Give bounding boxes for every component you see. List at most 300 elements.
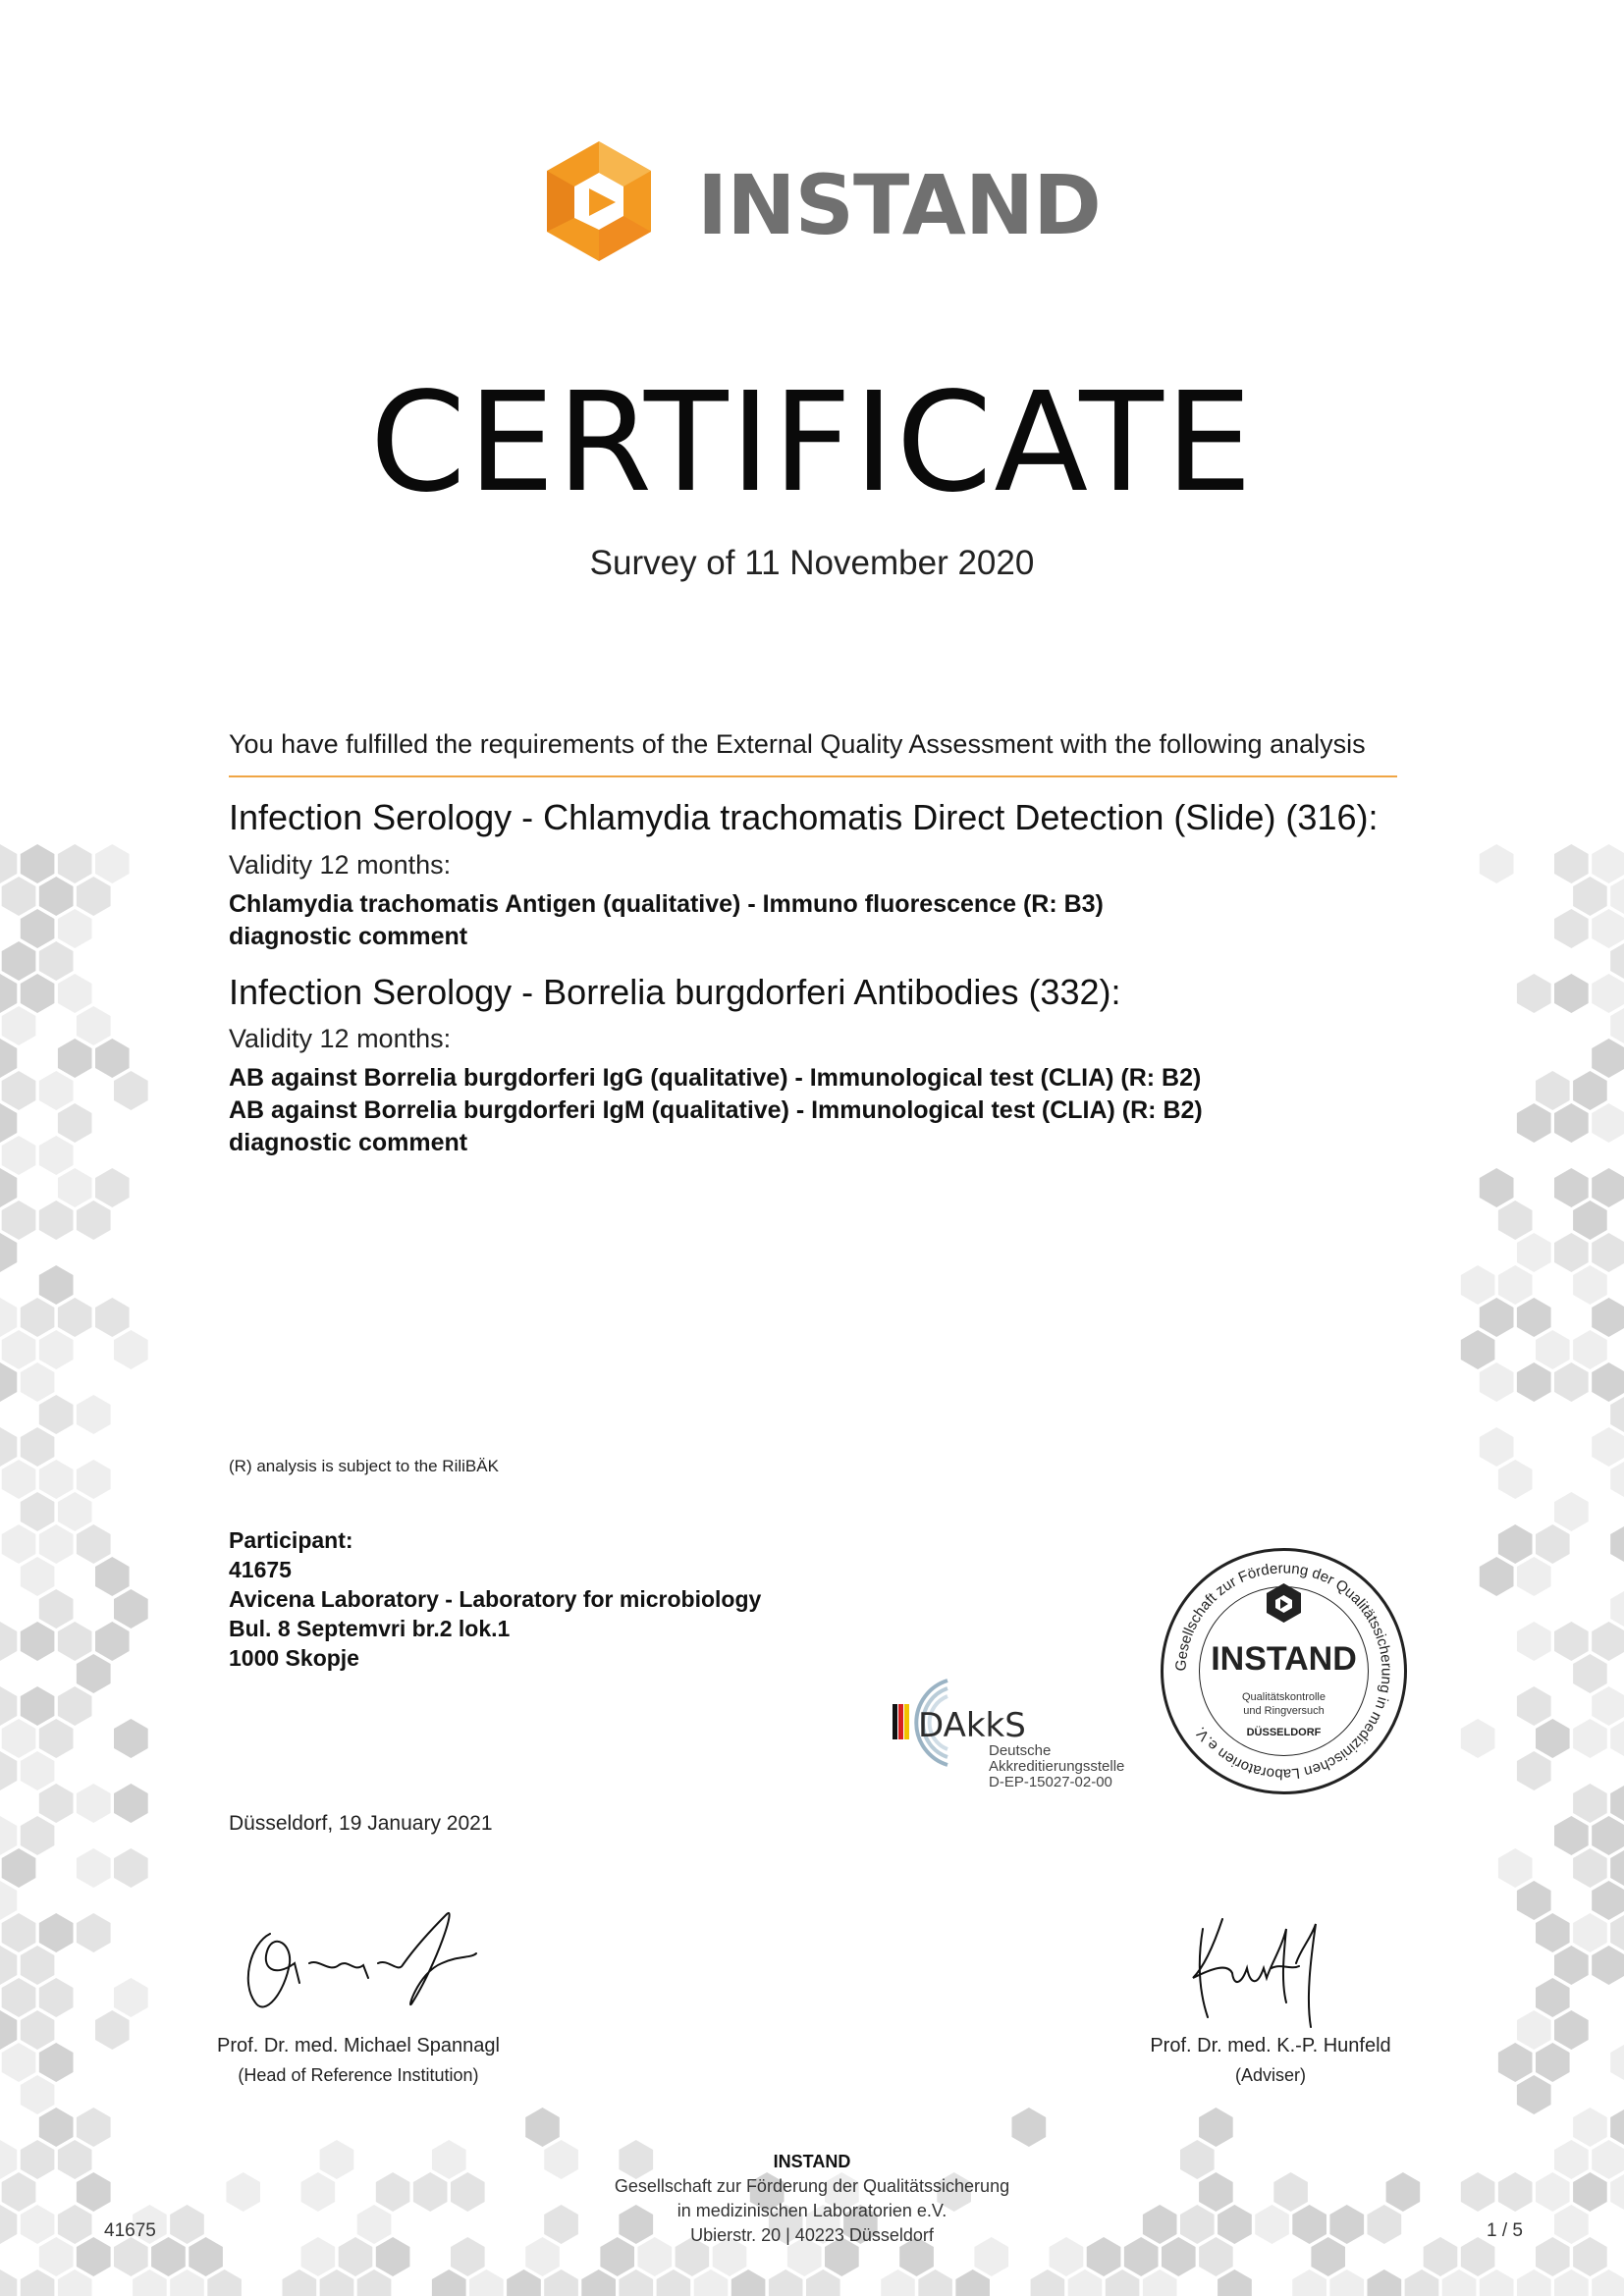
background-hexagon bbox=[1517, 1362, 1551, 1402]
background-hexagon bbox=[1610, 1395, 1624, 1434]
validity-label: Validity 12 months: bbox=[229, 850, 452, 880]
background-hexagon bbox=[77, 877, 111, 916]
background-hexagon bbox=[1610, 1784, 1624, 1823]
background-hexagon bbox=[58, 1622, 92, 1661]
participant-name: Avicena Laboratory - Laboratory for microbiology bbox=[229, 1586, 762, 1612]
background-hexagon bbox=[1554, 2269, 1589, 2296]
seal-city: DÜSSELDORF bbox=[1246, 1727, 1322, 1738]
background-hexagon bbox=[114, 1848, 148, 1888]
dakks-accreditation-logo bbox=[889, 1669, 1144, 1796]
dakks-line1: Deutsche bbox=[989, 1742, 1052, 1759]
background-hexagon bbox=[39, 941, 74, 981]
background-hexagon bbox=[1592, 2269, 1624, 2296]
background-hexagon bbox=[1536, 1524, 1570, 1564]
background-hexagon bbox=[0, 2205, 17, 2244]
participant-city: 1000 Skopje bbox=[229, 1645, 359, 1671]
background-hexagon bbox=[1480, 1168, 1514, 1207]
background-hexagon bbox=[1255, 2205, 1289, 2244]
background-hexagon bbox=[1573, 1265, 1607, 1305]
background-hexagon bbox=[1536, 1978, 1570, 2017]
background-hexagon bbox=[731, 2269, 766, 2296]
analysis-item: AB against Borrelia burgdorferi IgG (qualitative) - Immunological test (CLIA) (R: B2) bbox=[229, 1064, 1202, 1092]
background-hexagon bbox=[1554, 909, 1589, 948]
background-hexagon bbox=[1573, 1719, 1607, 1758]
background-hexagon bbox=[39, 1913, 74, 1952]
dakks-name: DAkkS bbox=[918, 1706, 1026, 1745]
background-hexagon bbox=[39, 1589, 74, 1629]
signatory-role: (Adviser) bbox=[1234, 2065, 1306, 2085]
background-hexagon bbox=[2, 2172, 36, 2212]
background-hexagon bbox=[1573, 1913, 1607, 1952]
background-hexagon bbox=[1592, 1298, 1624, 1337]
background-hexagon bbox=[2, 1071, 36, 1110]
background-hexagon bbox=[1554, 1816, 1589, 1855]
background-hexagon bbox=[77, 1524, 111, 1564]
signature-spannagl bbox=[231, 1904, 486, 2042]
background-hexagon bbox=[1592, 1168, 1624, 1207]
background-hexagon bbox=[1517, 2075, 1551, 2114]
background-hexagon bbox=[0, 1686, 17, 1726]
background-hexagon bbox=[0, 1881, 17, 1920]
background-hexagon bbox=[21, 2269, 55, 2296]
background-hexagon bbox=[114, 1719, 148, 1758]
background-hexagon bbox=[1536, 2172, 1570, 2212]
background-hexagon bbox=[451, 2237, 485, 2276]
background-hexagon bbox=[1573, 2172, 1607, 2212]
seal-sub1: Qualitätskontrolle bbox=[1242, 1691, 1326, 1703]
footer-line: Ubierstr. 20 | 40223 Düsseldorf bbox=[690, 2225, 934, 2245]
section-title: Infection Serology - Chlamydia trachomatis Direct Detection (Slide) (316): bbox=[229, 797, 1379, 837]
background-hexagon bbox=[0, 974, 17, 1013]
signatory-name: Prof. Dr. med. Michael Spannagl bbox=[217, 2035, 500, 2056]
background-hexagon bbox=[77, 2237, 111, 2276]
background-hexagon bbox=[0, 2140, 17, 2179]
background-hexagon bbox=[21, 1362, 55, 1402]
background-hexagon bbox=[39, 2237, 74, 2276]
background-hexagon bbox=[1517, 974, 1551, 1013]
background-hexagon bbox=[1461, 1719, 1495, 1758]
background-hexagon bbox=[1554, 1362, 1589, 1402]
background-hexagon bbox=[21, 1946, 55, 1985]
background-hexagon bbox=[114, 1978, 148, 2017]
background-hexagon bbox=[451, 2172, 485, 2212]
background-hexagon bbox=[114, 2237, 148, 2276]
background-hexagon bbox=[301, 2237, 336, 2276]
background-hexagon bbox=[357, 2205, 392, 2244]
instand-cube-logo-icon bbox=[535, 137, 663, 265]
background-hexagon bbox=[21, 2205, 55, 2244]
signatory-name: Prof. Dr. med. K.-P. Hunfeld bbox=[1150, 2035, 1391, 2056]
background-hexagon bbox=[0, 1103, 17, 1143]
background-hexagon bbox=[2, 1201, 36, 1240]
background-hexagon bbox=[58, 1168, 92, 1207]
background-hexagon bbox=[1610, 2172, 1624, 2212]
background-hexagon bbox=[114, 1330, 148, 1369]
background-hexagon bbox=[58, 1492, 92, 1531]
background-hexagon bbox=[2, 1460, 36, 1499]
background-hexagon bbox=[1554, 1233, 1589, 1272]
background-hexagon bbox=[1068, 2269, 1103, 2296]
background-hexagon bbox=[1610, 1460, 1624, 1499]
background-hexagon bbox=[1012, 2108, 1047, 2147]
background-hexagon bbox=[806, 2269, 840, 2296]
background-hexagon bbox=[1592, 2140, 1624, 2179]
background-hexagon bbox=[1162, 2237, 1196, 2276]
section-title: Infection Serology - Borrelia burgdorferi Antibodies (332): bbox=[229, 972, 1121, 1012]
background-hexagon bbox=[1573, 1848, 1607, 1888]
background-hexagon bbox=[21, 1686, 55, 1726]
background-hexagon bbox=[1368, 2205, 1402, 2244]
background-hexagon bbox=[21, 2010, 55, 2050]
background-hexagon bbox=[1292, 2269, 1326, 2296]
background-hexagon bbox=[1273, 2172, 1308, 2212]
background-hexagon bbox=[95, 1557, 130, 1596]
background-hexagon bbox=[1480, 1362, 1514, 1402]
background-hexagon bbox=[1592, 1881, 1624, 1920]
background-hexagon bbox=[39, 1524, 74, 1564]
background-hexagon bbox=[432, 2269, 466, 2296]
background-hexagon bbox=[1610, 1006, 1624, 1045]
background-hexagon bbox=[1554, 2140, 1589, 2179]
instand-seal bbox=[1159, 1546, 1409, 1796]
background-hexagon bbox=[1329, 2205, 1364, 2244]
background-hexagon bbox=[1218, 2205, 1252, 2244]
background-hexagon bbox=[1498, 1265, 1533, 1305]
background-hexagon bbox=[1573, 1330, 1607, 1369]
background-hexagon bbox=[0, 1168, 17, 1207]
background-hexagon bbox=[1610, 1524, 1624, 1564]
page-number: 1 / 5 bbox=[1487, 2220, 1523, 2241]
background-hexagon bbox=[21, 1427, 55, 1467]
background-hexagon bbox=[881, 2269, 915, 2296]
footer-address bbox=[517, 2150, 1107, 2248]
background-hexagon bbox=[95, 1298, 130, 1337]
background-hexagon bbox=[77, 1654, 111, 1693]
background-hexagon bbox=[320, 2140, 354, 2179]
background-hexagon bbox=[2, 1524, 36, 1564]
brand-wordmark: INSTAND bbox=[697, 157, 1101, 253]
background-hexagon bbox=[1461, 1330, 1495, 1369]
background-hexagon bbox=[1199, 2172, 1233, 2212]
background-hexagon bbox=[207, 2269, 242, 2296]
background-hexagon bbox=[955, 2269, 990, 2296]
background-hexagon bbox=[1573, 1784, 1607, 1823]
background-hexagon bbox=[1386, 2172, 1421, 2212]
analysis-item: Chlamydia trachomatis Antigen (qualitative) - Immuno fluorescence (R: B3) bbox=[229, 890, 1104, 918]
background-hexagon bbox=[694, 2269, 729, 2296]
dakks-line2: Akkreditierungsstelle bbox=[989, 1758, 1125, 1775]
background-hexagon bbox=[39, 1460, 74, 1499]
background-hexagon bbox=[1573, 2237, 1607, 2276]
background-hexagon bbox=[0, 1362, 17, 1402]
background-hexagon bbox=[0, 1751, 17, 1790]
background-hexagon bbox=[1329, 2269, 1364, 2296]
background-hexagon bbox=[189, 2237, 223, 2276]
background-hexagon bbox=[657, 2269, 691, 2296]
background-hexagon bbox=[1498, 1848, 1533, 1888]
background-hexagon bbox=[39, 1395, 74, 1434]
background-hexagon bbox=[1517, 1233, 1551, 1272]
background-hexagon bbox=[2, 2043, 36, 2082]
participant-street: Bul. 8 Septemvri br.2 lok.1 bbox=[229, 1616, 511, 1641]
background-hexagon bbox=[1199, 2108, 1233, 2147]
background-hexagon bbox=[1610, 1719, 1624, 1758]
background-hexagon bbox=[58, 1298, 92, 1337]
background-hexagon bbox=[1480, 844, 1514, 883]
background-hexagon bbox=[21, 1751, 55, 1790]
background-hexagon bbox=[1592, 1103, 1624, 1143]
background-hexagon bbox=[1573, 1201, 1607, 1240]
background-hexagon bbox=[0, 1946, 17, 1985]
background-hexagon bbox=[1592, 974, 1624, 1013]
background-hexagon bbox=[357, 2269, 392, 2296]
background-hexagon bbox=[21, 1298, 55, 1337]
background-hexagon bbox=[1554, 2010, 1589, 2050]
rilibak-note: (R) analysis is subject to the RiliBÄK bbox=[229, 1457, 499, 1475]
background-hexagon bbox=[1592, 1946, 1624, 1985]
background-hexagon bbox=[1573, 877, 1607, 916]
background-hexagon bbox=[2, 1719, 36, 1758]
background-hexagon bbox=[1592, 1816, 1624, 1855]
background-hexagon bbox=[95, 1622, 130, 1661]
background-hexagon bbox=[95, 1168, 130, 1207]
background-hexagon bbox=[1517, 1751, 1551, 1790]
background-hexagon bbox=[21, 844, 55, 883]
background-hexagon bbox=[339, 2237, 373, 2276]
background-hexagon bbox=[1368, 2269, 1402, 2296]
background-hexagon bbox=[1536, 2043, 1570, 2082]
background-hexagon bbox=[1610, 877, 1624, 916]
background-hexagon bbox=[2, 1136, 36, 1175]
background-hexagon bbox=[2, 877, 36, 916]
background-hexagon bbox=[114, 1071, 148, 1110]
background-hexagon bbox=[301, 2172, 336, 2212]
background-hexagon bbox=[1592, 1427, 1624, 1467]
background-hexagon bbox=[1517, 1298, 1551, 1337]
certificate-title: CERTIFICATE bbox=[369, 363, 1255, 523]
background-hexagon bbox=[0, 1622, 17, 1661]
footer-participant-id: 41675 bbox=[104, 2220, 156, 2241]
background-hexagon bbox=[21, 2075, 55, 2114]
background-hexagon bbox=[58, 844, 92, 883]
background-hexagon bbox=[1517, 1557, 1551, 1596]
background-hexagon bbox=[58, 2269, 92, 2296]
survey-date: Survey of 11 November 2020 bbox=[589, 544, 1035, 582]
background-hexagon bbox=[1218, 2269, 1252, 2296]
background-hexagon bbox=[39, 877, 74, 916]
background-hexagon bbox=[1610, 941, 1624, 981]
footer-line: Gesellschaft zur Förderung der Qualitätssicherung bbox=[614, 2176, 1010, 2196]
background-hexagon bbox=[133, 2269, 167, 2296]
background-hexagon bbox=[1180, 2205, 1215, 2244]
background-hexagon bbox=[21, 2140, 55, 2179]
background-hexagon bbox=[1517, 1103, 1551, 1143]
background-hexagon bbox=[1573, 1071, 1607, 1110]
background-hexagon bbox=[1554, 1946, 1589, 1985]
background-hexagon bbox=[77, 1784, 111, 1823]
background-hexagon bbox=[469, 2269, 504, 2296]
background-hexagon bbox=[114, 1589, 148, 1629]
background-hexagon bbox=[1311, 2237, 1345, 2276]
background-hexagon bbox=[1554, 1492, 1589, 1531]
background-hexagon bbox=[1536, 2237, 1570, 2276]
background-hexagon bbox=[1554, 1103, 1589, 1143]
background-hexagon bbox=[769, 2269, 803, 2296]
background-hexagon bbox=[58, 909, 92, 948]
background-hexagon bbox=[1442, 2269, 1477, 2296]
background-hexagon bbox=[2, 941, 36, 981]
background-hexagon bbox=[1592, 1686, 1624, 1726]
dakks-line3: D-EP-15027-02-00 bbox=[989, 1774, 1112, 1790]
background-hexagon bbox=[39, 2043, 74, 2082]
background-hexagon bbox=[1106, 2269, 1140, 2296]
participant-id: 41675 bbox=[229, 1557, 292, 1582]
background-hexagon bbox=[226, 2172, 260, 2212]
background-hexagon bbox=[1180, 2140, 1215, 2179]
background-hexagon bbox=[320, 2269, 354, 2296]
background-hexagon bbox=[77, 1460, 111, 1499]
background-hexagon bbox=[918, 2269, 952, 2296]
background-hexagon bbox=[1199, 2237, 1233, 2276]
background-hexagon bbox=[1480, 1557, 1514, 1596]
background-hexagon bbox=[1592, 1233, 1624, 1272]
background-hexagon bbox=[39, 1071, 74, 1110]
background-hexagon bbox=[1536, 1330, 1570, 1369]
background-hexagon bbox=[58, 2140, 92, 2179]
background-hexagon bbox=[376, 2237, 410, 2276]
background-hexagon bbox=[413, 2172, 448, 2212]
footer-line: in medizinischen Laboratorien e.V. bbox=[677, 2201, 947, 2220]
background-hexagon bbox=[2, 1848, 36, 1888]
background-hexagon bbox=[376, 2172, 410, 2212]
background-hexagon bbox=[1536, 1913, 1570, 1952]
background-hexagon bbox=[77, 1395, 111, 1434]
background-hexagon bbox=[21, 1816, 55, 1855]
background-hexagon bbox=[1461, 1265, 1495, 1305]
background-hexagon bbox=[1480, 1427, 1514, 1467]
background-hexagon bbox=[39, 1265, 74, 1305]
seal-name: INSTAND bbox=[1211, 1640, 1357, 1678]
background-hexagon bbox=[1536, 1071, 1570, 1110]
background-hexagon bbox=[1498, 1201, 1533, 1240]
background-hexagon bbox=[1592, 844, 1624, 883]
background-hexagon bbox=[21, 909, 55, 948]
background-hexagon bbox=[1573, 1654, 1607, 1693]
background-hexagon bbox=[39, 1330, 74, 1369]
background-hexagon bbox=[1498, 1460, 1533, 1499]
analysis-item: diagnostic comment bbox=[229, 1129, 468, 1156]
background-hexagon bbox=[1424, 2237, 1458, 2276]
background-hexagon bbox=[0, 2010, 17, 2050]
background-hexagon bbox=[1498, 1524, 1533, 1564]
background-hexagon bbox=[1517, 1686, 1551, 1726]
background-hexagon bbox=[1610, 1848, 1624, 1888]
background-hexagon bbox=[432, 2140, 466, 2179]
background-hexagon bbox=[283, 2269, 317, 2296]
background-hexagon bbox=[77, 1201, 111, 1240]
background-hexagon bbox=[1610, 1913, 1624, 1952]
background-hexagon bbox=[1498, 2043, 1533, 2082]
background-hexagon bbox=[39, 1201, 74, 1240]
background-hexagon bbox=[1517, 1881, 1551, 1920]
background-hexagon bbox=[1031, 2269, 1065, 2296]
background-hexagon bbox=[1610, 2108, 1624, 2147]
background-hexagon bbox=[2, 1913, 36, 1952]
background-hexagon bbox=[2, 1330, 36, 1369]
background-hexagon bbox=[95, 2010, 130, 2050]
signature-hunfeld bbox=[1173, 1909, 1370, 2037]
background-hexagon bbox=[1554, 1622, 1589, 1661]
background-hexagon bbox=[95, 1039, 130, 1078]
background-hexagon bbox=[0, 1427, 17, 1467]
background-hexagon bbox=[1405, 2269, 1439, 2296]
footer-org: INSTAND bbox=[773, 2152, 851, 2171]
background-hexagon bbox=[581, 2269, 616, 2296]
background-hexagon bbox=[0, 1816, 17, 1855]
background-hexagon bbox=[1517, 2010, 1551, 2050]
background-hexagon bbox=[39, 1719, 74, 1758]
background-hexagon bbox=[77, 2172, 111, 2212]
analysis-item: AB against Borrelia burgdorferi IgM (qualitative) - Immunological test (CLIA) (R: B2) bbox=[229, 1096, 1203, 1124]
background-hexagon bbox=[1143, 2269, 1177, 2296]
analysis-item: diagnostic comment bbox=[229, 923, 468, 950]
background-hexagon bbox=[1592, 1622, 1624, 1661]
background-hexagon bbox=[507, 2269, 541, 2296]
intro-text: You have fulfilled the requirements of the External Quality Assessment with the following analysis bbox=[229, 729, 1366, 759]
seal-sub2: und Ringversuch bbox=[1243, 1705, 1325, 1717]
background-hexagon bbox=[170, 2269, 204, 2296]
background-hexagon bbox=[95, 844, 130, 883]
background-hexagon bbox=[58, 2205, 92, 2244]
background-hexagon bbox=[2, 1978, 36, 2017]
background-hexagon bbox=[58, 1039, 92, 1078]
background-hexagon bbox=[1461, 2237, 1495, 2276]
background-hexagon bbox=[0, 1039, 17, 1078]
background-hexagon bbox=[21, 1492, 55, 1531]
background-hexagon bbox=[1610, 2043, 1624, 2082]
background-hexagon bbox=[1554, 974, 1589, 1013]
background-hexagon bbox=[77, 1913, 111, 1952]
background-hexagon bbox=[114, 1784, 148, 1823]
background-hexagon bbox=[2, 1006, 36, 1045]
background-hexagon bbox=[0, 2269, 17, 2296]
background-hexagon bbox=[525, 2108, 560, 2147]
background-hexagon bbox=[1592, 1362, 1624, 1402]
background-hexagon bbox=[1498, 2172, 1533, 2212]
background-hexagon bbox=[58, 1686, 92, 1726]
seal-ring-text: Gesellschaft zur Förderung der Qualitätssicherung in medizinischen Laboratorien e.V. bbox=[1172, 1560, 1395, 1783]
validity-label: Validity 12 months: bbox=[229, 1024, 452, 1053]
background-hexagon bbox=[21, 1622, 55, 1661]
background-hexagon bbox=[151, 2237, 186, 2276]
background-hexagon bbox=[1554, 844, 1589, 883]
background-hexagon bbox=[77, 2108, 111, 2147]
background-hexagon bbox=[39, 1136, 74, 1175]
background-hexagon bbox=[1517, 2269, 1551, 2296]
brand-header bbox=[535, 128, 1101, 275]
background-hexagon bbox=[39, 1978, 74, 2017]
background-hexagon bbox=[1592, 909, 1624, 948]
background-hexagon bbox=[1536, 1719, 1570, 1758]
background-hexagon bbox=[1592, 1039, 1624, 1078]
participant-label: Participant: bbox=[229, 1527, 353, 1553]
place-date: Düsseldorf, 19 January 2021 bbox=[229, 1812, 493, 1835]
background-hexagon bbox=[77, 1006, 111, 1045]
background-hexagon bbox=[1461, 2172, 1495, 2212]
background-hexagon bbox=[1480, 1298, 1514, 1337]
background-hexagon bbox=[0, 1298, 17, 1337]
background-hexagon bbox=[39, 1784, 74, 1823]
